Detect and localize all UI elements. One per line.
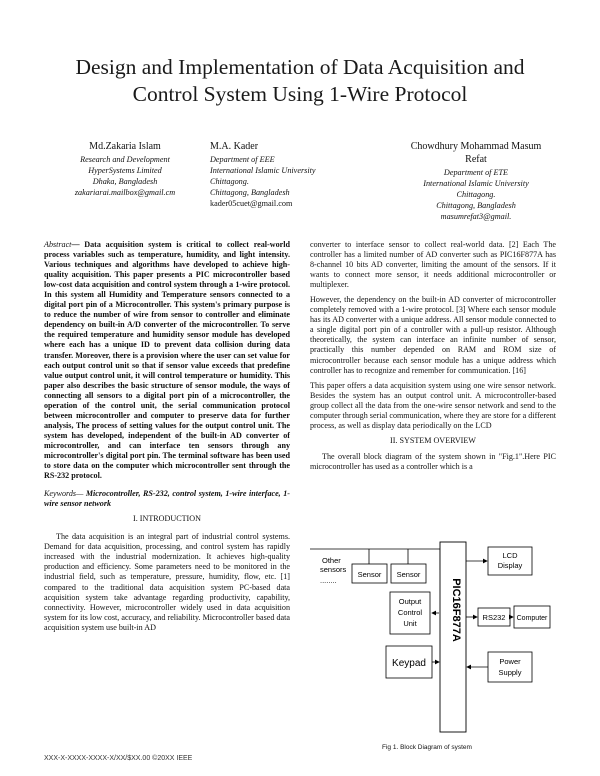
other-sensors-label-1: Other <box>322 556 341 565</box>
abstract-dash: — <box>71 240 80 249</box>
abstract <box>44 240 290 481</box>
right-paragraph-3: This paper offers a data acquisition system using one wire sensor network. Besides the system has an output control unit. A microcontroller-based group collect all the data from the one-wire sensor network and send to the computer through serial communication, where they are store for a different process, as well as display data periodically on the LCD <box>310 380 556 430</box>
abstract-text: Data acquisition system is critical to collect real-world process variables such as temperature, humidity, and light intensity. Various techniques and algorithms have developed to achieve high-quality acquisition. This paper presents a PIC microcontroller based low-cost data acquisition and control system through a 1-wire protocol. In this system all Humidity and Temperature sensors connected to a digital port pin of a Microcontroller. This system's primary purpose is to reduce the number of wire from sensor to controller and eliminate dependency on built-in A/D converter of the microcontroller. To serve the required temperature and humidity sensor module has developed where each has a unique ID to prevent data collision during data transfer. Moreover, there is a provision where the user can set value for each output control unit so that if sensor value exceeds that predefine value output control unit, it will control temperature or humidity. This paper also describes the basic structure of sensor module, the ways of connecting all sensors to a digital port pin of a microcontroller, the operation of the control unit, the serial communication protocol between microcontroller and computer to preserve data for further analysis, The process of setting values for the output control unit. The system has developed, independent of the built-in AD converter of microcontroller, and can interface ten sensors through any microcontroller's digital port pin. The terminal software has been used to store data on the computer which microcontroller sent through the RS-232 protocol. <box>44 240 290 481</box>
author-3-country: Chittagong, Bangladesh <box>436 201 516 210</box>
sensor-2-label: Sensor <box>396 570 421 579</box>
output-label-2: Control <box>397 608 423 617</box>
right-paragraph-2: However, the dependency on the built-in AD converter of microcontroller completely removed with a 1-wire protocol. [3] Where each sensor module has its AD converter with a unique address. All sensor module connected to a single digital port pin of a controller with a pull-up resistor. Although theoretically, the system can interface an infinite number of sensor, practically this number depended on RAM and ROM size of microcontroller because each sensor module has a unique address which controller has to recognize and remember for communication. [16] <box>310 295 556 375</box>
computer-label: Computer <box>516 615 548 622</box>
left-column <box>44 240 290 638</box>
mcu-label: PIC16F877A <box>450 578 462 642</box>
keypad-label: Keypad <box>392 658 426 669</box>
abstract-label: Abstract <box>44 240 72 249</box>
other-sensors-label-2: sensors <box>320 565 347 574</box>
introduction-paragraph: The data acquisition is an integral part of industrial control systems. Demand for data acquisition, processing, and control system has rapidly increased with the industrial modernization. It achieves high-quality production and efficiency. Some parameters need to be monitored in the industrial field, such as temperature, pressure, humidity, flow, etc. [1] compared to the traditional data acquisition system PC-based data acquisition system take advantage regarding productivity, capability, connectivity. However, microcontroller widely used in data acquisition system for its low cost, accuracy, and reliability. Microcontroller based data acquisition system use built-in AD <box>44 532 290 632</box>
author-1-email: zakariarai.mailbox@gmail.cm <box>74 188 176 197</box>
author-1-city: Dhaka, Bangladesh <box>92 177 158 186</box>
author-2-university: International Islamic University <box>210 166 316 175</box>
author-1-company: HyperSystems Limited <box>88 166 162 175</box>
title-line-2: Control System Using 1-Wire Protocol <box>132 82 468 106</box>
author-2-name: M.A. Kader <box>210 141 259 152</box>
introduction-heading: I. INTRODUCTION <box>133 514 201 524</box>
power-label-2: Supply <box>498 668 522 677</box>
output-label-3: Unit <box>403 619 417 628</box>
author-3-department: Department of ETE <box>443 168 509 177</box>
author-1-name: Md.Zakaria Islam <box>89 141 161 152</box>
author-1-affiliation: Research and Development <box>80 155 170 164</box>
power-label-1: Power <box>499 657 521 666</box>
other-sensors-dots: ........ <box>320 576 337 585</box>
keywords-label: Keywords— <box>44 489 84 499</box>
figure-caption: Fig 1. Block Diagram of system <box>382 744 472 751</box>
output-label-1: Output <box>398 597 422 606</box>
block-diagram-figure <box>302 540 552 745</box>
author-1 <box>40 140 210 198</box>
block-diagram <box>302 540 552 745</box>
author-2-department: Department of EEE <box>210 155 275 164</box>
author-3 <box>378 140 574 222</box>
author-2-city: Chittagong. <box>210 177 249 186</box>
rs232-label: RS232 <box>482 613 506 622</box>
lcd-label-2: Display <box>497 561 523 570</box>
paper-title <box>20 54 580 108</box>
author-2 <box>210 140 360 209</box>
right-paragraph-1: converter to interface sensor to collect real-world data. [2] Each The controller has a limited number of AD converter such as PIC16F877A has 8-channel 10 bits AD converter, limiting the amount of the sensors. If it wants to connect more sensor, it needs additional microcontroller or multiplexer. <box>310 240 556 290</box>
title-line-1: Design and Implementation of Data Acquisition and <box>75 55 525 79</box>
author-2-email: kader05cuet@gmail.com <box>210 199 293 208</box>
author-3-city: Chittagong. <box>456 190 496 199</box>
author-2-country: Chittagong, Bangladesh <box>210 188 290 197</box>
author-3-email: masumrefat3@gmail. <box>440 212 512 221</box>
author-3-name-line-2: Refat <box>465 154 487 165</box>
system-overview-paragraph: The overall block diagram of the system shown in "Fig.1".Here PIC microcontroller has used as a controller which is a <box>310 451 556 471</box>
system-overview-heading: II. SYSTEM OVERVIEW <box>390 435 476 445</box>
keywords <box>44 489 290 509</box>
copyright-footer: XXX-X-XXXX-XXXX-X/XX/$XX.00 ©20XX IEEE <box>44 755 193 762</box>
sensor-1-label: Sensor <box>357 570 382 579</box>
right-column <box>310 240 556 477</box>
author-3-university: International Islamic University <box>423 179 529 188</box>
lcd-label-1: LCD <box>502 551 518 560</box>
keywords-text: Microcontroller, RS-232, control system, 1-wire interface, 1-wire sensor network <box>44 489 290 509</box>
author-3-name-line-1: Chowdhury Mohammad Masum <box>410 141 542 152</box>
